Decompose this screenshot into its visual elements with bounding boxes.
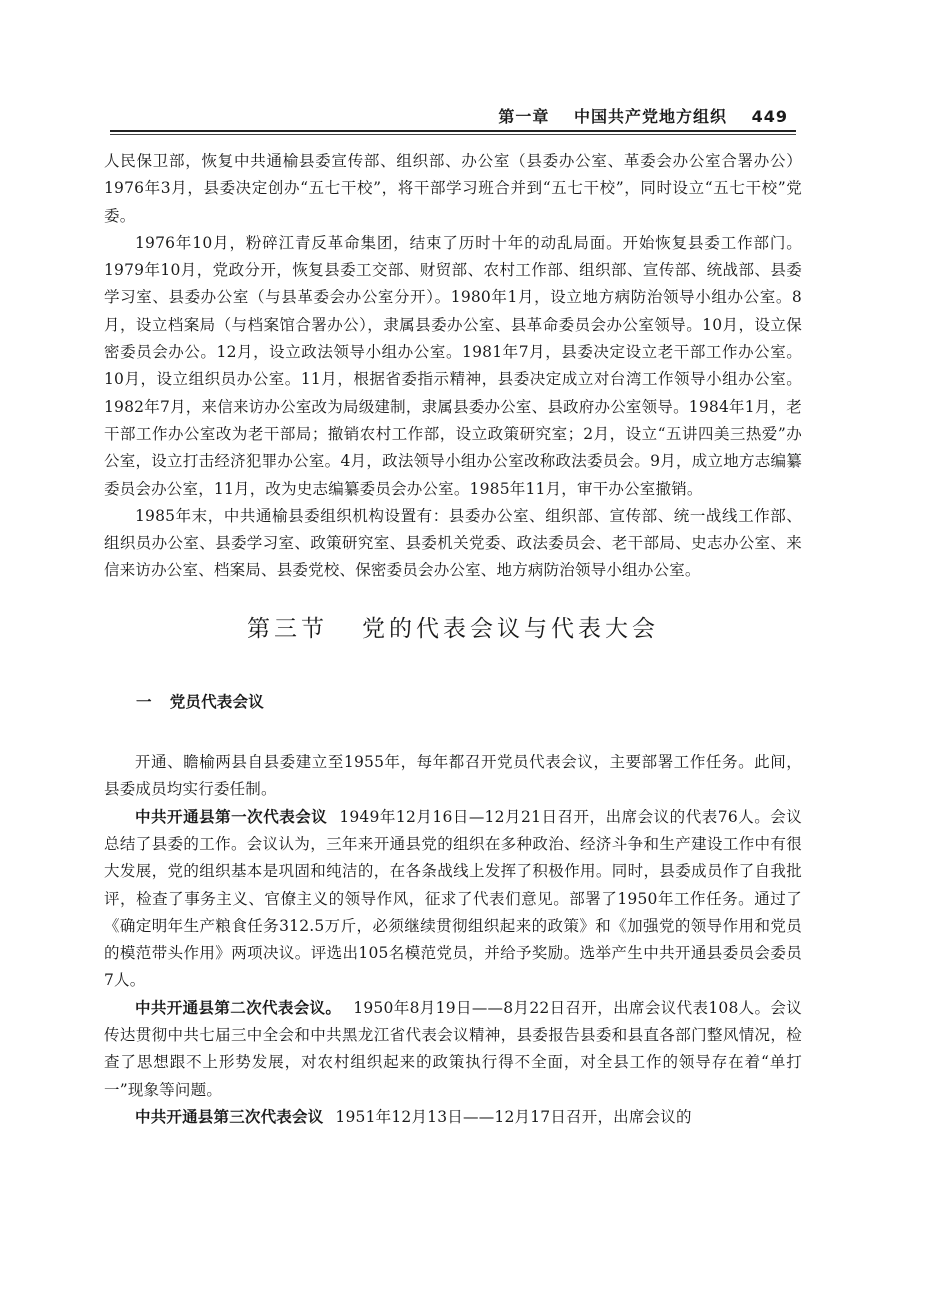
section-heading <box>104 613 802 645</box>
conference-first-title: 中共开通县第一次代表会议 <box>135 807 328 826</box>
conference-second-title: 中共开通县第二次代表会议。 <box>135 998 342 1017</box>
conference-second <box>104 995 802 1104</box>
subsection-heading <box>136 689 802 716</box>
section-title: 党的代表会议与代表大会 <box>362 615 659 642</box>
chapter-label: 第一章 <box>498 107 550 126</box>
conference-third <box>104 1104 802 1131</box>
running-header <box>480 104 788 127</box>
paragraph-restoration: 1976年10月，粉碎江青反革命集团，结束了历时十年的动乱局面。开始恢复县委工作部门。1979年10月，党政分开，恢复县委工交部、财贸部、农村工作部、组织部、宣传部、统战部、县委学习室、县委办公室（与县革委会办公室分开）。1980年1月，设立地方病防治领导小组办公室。8月，设立档案局（与档案馆合署办公），隶属县委办公室、县革命委员会办公室领导。10月，设立保密委员会办公。12月，设立政法领导小组办公室。1981年7月，县委决定设立老干部工作办公室。10月，设立组织员办公室。11月，根据省委指示精神，县委决定成立对台湾工作领导小组办公室。1982年7月，来信来访办公室改为局级建制，隶属县委办公室、县政府办公室领导。1984年1月，老干部工作办公室改为老干部局；撤销农村工作部，设立政策研究室；2月，设立“五讲四美三热爱”办公室，设立打击经济犯罪办公室。4月，政法领导小组办公室改称政法委员会。9月，成立地方志编纂委员会办公室，11月，改为史志编纂委员会办公室。1985年11月，审干办公室撤销。 <box>104 233 802 498</box>
paragraph-intro: 开通、瞻榆两县自县委建立至1955年，每年都召开党员代表会议，主要部署工作任务。此间，县委成员均实行委任制。 <box>104 753 802 799</box>
header-rule-thick <box>110 130 796 132</box>
header-rule-thin <box>110 134 796 135</box>
paragraph-continuation: 人民保卫部，恢复中共通榆县委宣传部、组织部、办公室（县委办公室、革委会办公室合署办公）1976年3月，县委决定创办“五七干校”，将干部学习班合并到“五七干校”，同时设立“五七干校”党委。 <box>104 152 802 225</box>
section-number: 第三节 <box>247 615 328 642</box>
conference-first-text: 1949年12月16日—12月21日召开，出席会议的代表76人。会议总结了县委的工作。会议认为，三年来开通县党的组织在多种政治、经济斗争和生产建设工作中有很大发展，党的组织基本是巩固和纯洁的，在各条战线上发挥了积极作用。同时，县委成员作了自我批评，检查了事务主义、官僚主义的领导作风，征求了代表们意见。部署了1950年工作任务。通过了《确定明年生产粮食任务312.5万斤，必须继续贯彻组织起来的政策》和《加强党的领导作用和党员的模范带头作用》两项决议。评选出105名模范党员，并给予奖励。选举产生中共开通县委员会委员7人。 <box>104 807 802 990</box>
subsection-title: 党员代表会议 <box>169 692 264 711</box>
page-body <box>104 148 802 1131</box>
subsection-number: 一 <box>136 692 152 711</box>
chapter-title: 中国共产党地方组织 <box>574 107 728 126</box>
conference-second-text: 1950年8月19日——8月22日召开，出席会议代表108人。会议传达贯彻中共七届三中全会和中共黑龙江省代表会议精神，县委报告县委和县直各部门整风情况，检查了思想跟不上形势发展，对农村组织起来的政策执行得不全面，对全县工作的领导存在着“单打一”现象等问题。 <box>104 998 802 1099</box>
conference-third-text: 1951年12月13日——12月17日召开，出席会议的 <box>335 1107 692 1126</box>
page-number: 449 <box>751 107 788 126</box>
conference-first <box>104 804 802 995</box>
paragraph-structure-1985: 1985年末，中共通榆县委组织机构设置有：县委办公室、组织部、宣传部、统一战线工作部、组织员办公室、县委学习室、政策研究室、县委机关党委、政法委员会、老干部局、史志办公室、来信来访办公室、档案局、县委党校、保密委员会办公室、地方病防治领导小组办公室。 <box>104 506 802 580</box>
conference-third-title: 中共开通县第三次代表会议 <box>135 1107 324 1126</box>
